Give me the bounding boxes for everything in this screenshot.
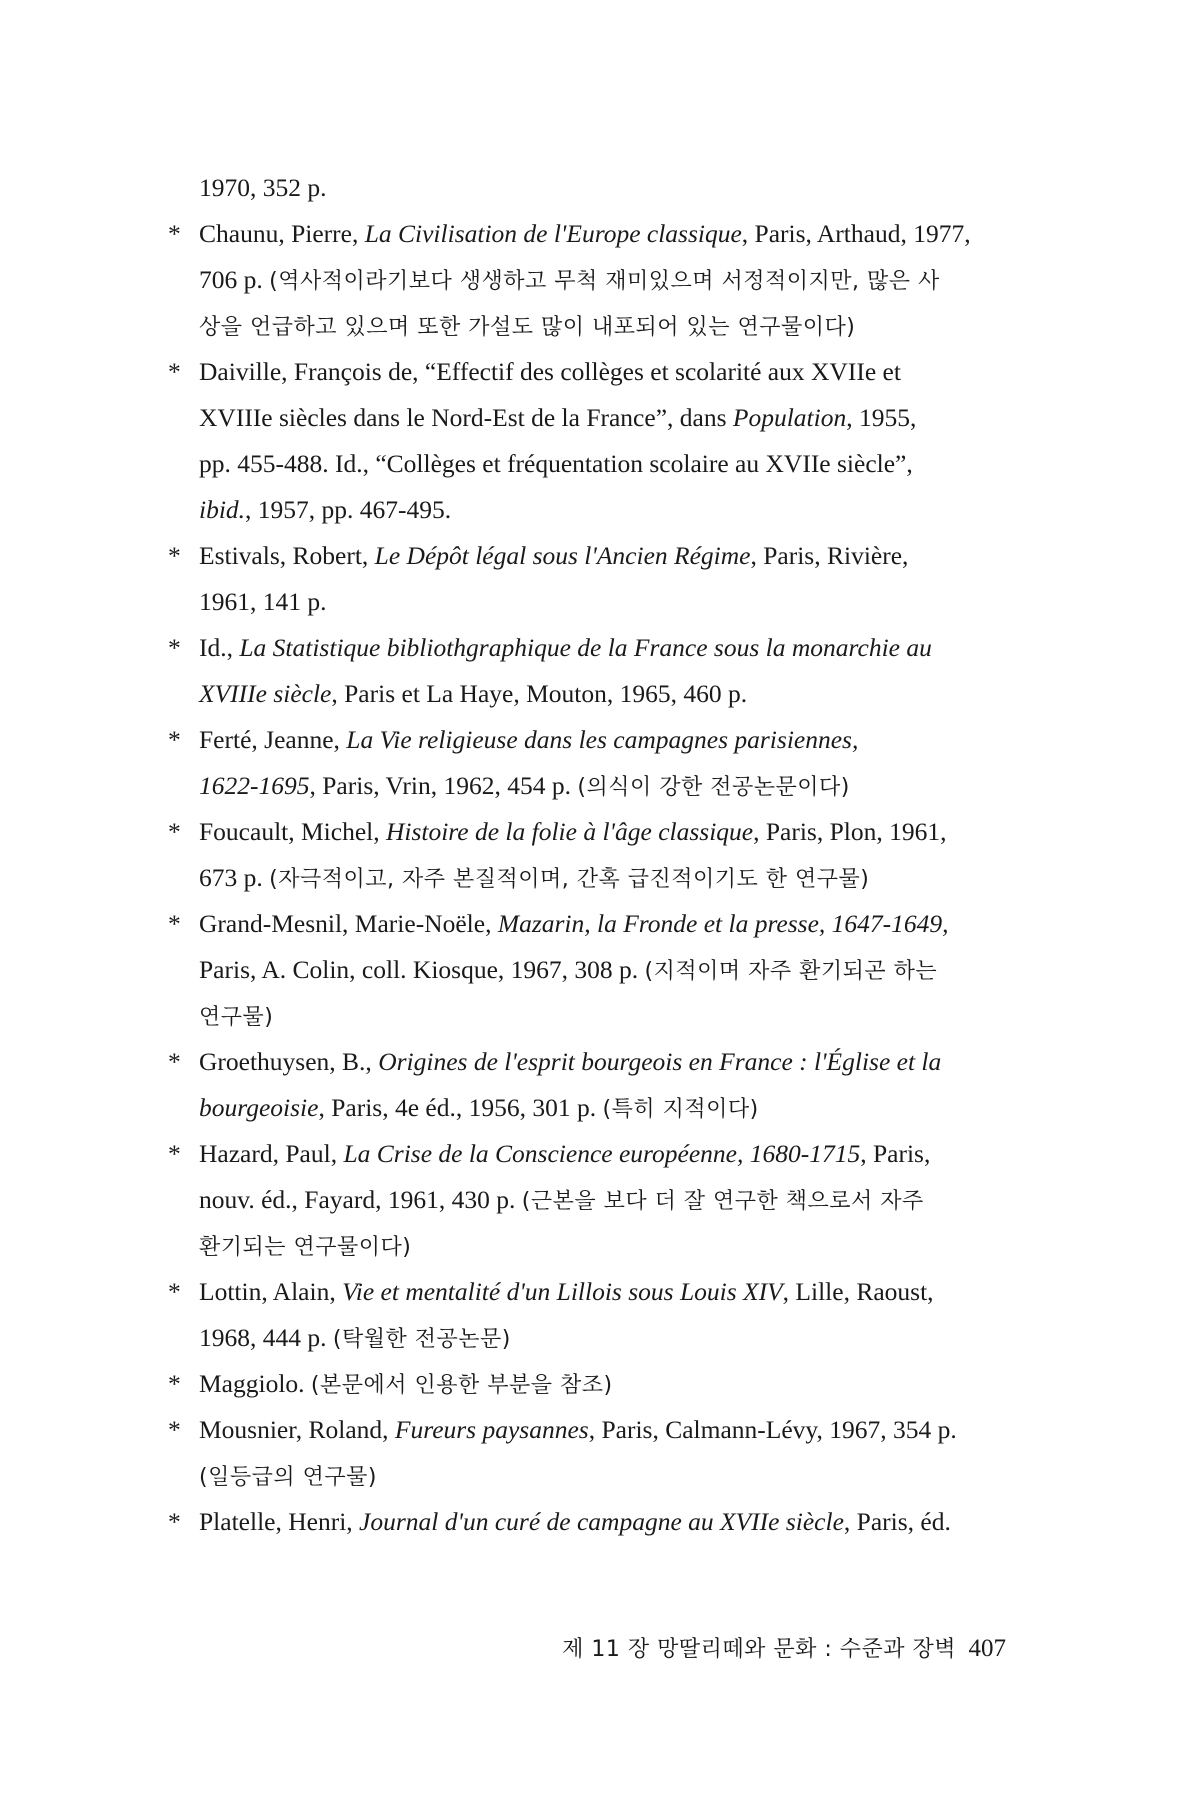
bibliography-entry <box>168 809 1006 855</box>
italic-title: La Civilisation de l'Europe classique <box>364 219 742 248</box>
citation-text: Platelle, Henri, <box>199 1507 360 1536</box>
bibliography-entry <box>168 717 1006 763</box>
citation-text: 673 p. <box>199 863 270 892</box>
chapter-title: 제 11 장 망딸리떼와 문화 : 수준과 장벽 <box>562 1637 956 1662</box>
bibliography-entry-continuation <box>168 993 1006 1039</box>
citation-text: Hazard, Paul, <box>199 1139 344 1168</box>
citation-text: , Paris, Plon, 1961, <box>753 817 947 846</box>
italic-title: XVIIIe siècle <box>199 679 332 708</box>
bibliography-entry <box>168 901 1006 947</box>
citation-text: Grand-Mesnil, Marie-Noële, <box>199 909 498 938</box>
bibliography-list <box>168 165 1006 1545</box>
citation-text: Maggiolo. <box>199 1369 311 1398</box>
italic-title: Mazarin, la Fronde et la presse, 1647-1649, <box>497 909 949 938</box>
citation-text: , Paris, Vrin, 1962, 454 p. <box>309 771 578 800</box>
citation-text: , Paris, Rivière, <box>750 541 909 570</box>
bibliography-entry-continuation <box>168 487 1006 533</box>
citation-text: , Paris et La Haye, Mouton, 1965, 460 p. <box>331 679 748 708</box>
italic-title: Histoire de la folie à l'âge classique <box>385 817 754 846</box>
bullet-asterisk: * <box>168 817 181 846</box>
bibliography-entry-continuation <box>168 395 1006 441</box>
korean-annotation: (자극적이고, 자주 본질적이며, 간혹 급진적이기도 한 연구물) <box>269 867 870 892</box>
citation-text: , Paris, éd. <box>843 1507 951 1536</box>
korean-annotation: (지적이며 자주 환기되곤 하는 <box>644 959 938 984</box>
bibliography-continuation-line <box>168 165 1006 211</box>
bibliography-entry <box>168 1131 1006 1177</box>
bullet-asterisk: * <box>168 357 181 386</box>
citation-text: , Lille, Raoust, <box>782 1277 934 1306</box>
citation-text: Estivals, Robert, <box>199 541 375 570</box>
italic-title: Fureurs paysannes <box>394 1415 589 1444</box>
citation-text: nouv. éd., Fayard, 1961, 430 p. <box>199 1185 522 1214</box>
page-footer <box>562 1632 1006 1663</box>
citation-text: Groethuysen, B., <box>199 1047 379 1076</box>
bibliography-entry-continuation <box>168 763 1006 809</box>
citation-text: 706 p. <box>199 265 270 294</box>
korean-annotation: (본문에서 인용한 부분을 참조) <box>310 1373 613 1398</box>
italic-title: Journal d'un curé de campagne au XVIIe siècle <box>359 1507 844 1536</box>
italic-title: bourgeoisie <box>199 1093 319 1122</box>
bullet-asterisk: * <box>168 1139 181 1168</box>
citation-text: Chaunu, Pierre, <box>199 219 365 248</box>
citation-text: , Paris, <box>860 1139 931 1168</box>
bullet-asterisk: * <box>168 1369 181 1398</box>
citation-text: Ferté, Jeanne, <box>199 725 347 754</box>
bibliography-entry <box>168 211 1006 257</box>
italic-title: 1622-1695 <box>199 771 310 800</box>
bibliography-entry-continuation <box>168 1453 1006 1499</box>
korean-annotation: (일등급의 연구물) <box>199 1465 377 1490</box>
korean-annotation: 환기되는 연구물이다) <box>199 1235 412 1260</box>
citation-text: Paris, A. Colin, coll. Kiosque, 1967, 308 p. <box>199 955 645 984</box>
bullet-asterisk: * <box>168 633 181 662</box>
bibliography-entry <box>168 625 1006 671</box>
citation-text: , Paris, 4e éd., 1956, 301 p. <box>318 1093 603 1122</box>
korean-annotation: (의식이 강한 전공논문이다) <box>577 775 850 800</box>
italic-title: La Crise de la Conscience européenne, 1680-1715 <box>343 1139 861 1168</box>
bibliography-entry <box>168 1499 1006 1545</box>
italic-title: Population <box>732 403 847 432</box>
bullet-asterisk: * <box>168 725 181 754</box>
citation-text: XVIIIe siècles dans le Nord-Est de la France”, dans <box>199 403 733 432</box>
bibliography-entry-continuation <box>168 441 1006 487</box>
italic-title: La Vie religieuse dans les campagnes parisiennes, <box>346 725 859 754</box>
citation-text: 1961, 141 p. <box>199 587 327 616</box>
korean-annotation: (역사적이라기보다 생생하고 무척 재미있으며 서정적이지만, 많은 사 <box>269 269 940 294</box>
bibliography-entry-continuation <box>168 257 1006 303</box>
bibliography-entry <box>168 1407 1006 1453</box>
citation-text: pp. 455-488. Id., “Collèges et fréquentation scolaire au XVIIe siècle”, <box>199 449 913 478</box>
citation-text: Foucault, Michel, <box>199 817 386 846</box>
bibliography-entry-continuation <box>168 1085 1006 1131</box>
bibliography-entry <box>168 533 1006 579</box>
italic-title: Le Dépôt légal sous l'Ancien Régime <box>374 541 751 570</box>
italic-title: Vie et mentalité d'un Lillois sous Louis XIV <box>342 1277 783 1306</box>
citation-text: , Paris, Arthaud, 1977, <box>741 219 971 248</box>
italic-title: ibid. <box>199 495 246 524</box>
korean-annotation: (근본을 보다 더 잘 연구한 책으로서 자주 <box>521 1189 924 1214</box>
citation-text: 1968, 444 p. <box>199 1323 333 1352</box>
bibliography-entry <box>168 349 1006 395</box>
bullet-asterisk: * <box>168 1507 181 1536</box>
bibliography-entry-continuation <box>168 579 1006 625</box>
korean-annotation: 상을 언급하고 있으며 또한 가설도 많이 내포되어 있는 연구물이다) <box>199 315 856 340</box>
citation-text: Lottin, Alain, <box>199 1277 343 1306</box>
bibliography-entry-continuation <box>168 1315 1006 1361</box>
bullet-asterisk: * <box>168 1277 181 1306</box>
korean-annotation: (탁월한 전공논문) <box>332 1327 511 1352</box>
citation-text: , 1955, <box>846 403 917 432</box>
bibliography-entry-continuation <box>168 671 1006 717</box>
bibliography-entry-continuation <box>168 855 1006 901</box>
citation-text: Id., <box>199 633 240 662</box>
korean-annotation: (특히 지적이다) <box>602 1097 759 1122</box>
korean-annotation: 연구물) <box>199 1005 274 1030</box>
citation-text: 1970, 352 p. <box>199 173 327 202</box>
citation-text: , Paris, Calmann-Lévy, 1967, 354 p. <box>588 1415 957 1444</box>
citation-text: Daiville, François de, “Effectif des collèges et scolarité aux XVIIe et <box>199 357 901 386</box>
citation-text: , 1957, pp. 467-495. <box>245 495 452 524</box>
page-number: 407 <box>968 1635 1006 1662</box>
bullet-asterisk: * <box>168 1047 181 1076</box>
italic-title: Origines de l'esprit bourgeois en France : l'Église et la <box>378 1047 942 1076</box>
bullet-asterisk: * <box>168 541 181 570</box>
bibliography-entry-continuation <box>168 947 1006 993</box>
bibliography-entry <box>168 1361 1006 1407</box>
bibliography-entry-continuation <box>168 303 1006 349</box>
bibliography-entry <box>168 1039 1006 1085</box>
italic-title: La Statistique bibliothgraphique de la France sous la monarchie au <box>239 633 932 662</box>
bibliography-entry-continuation <box>168 1223 1006 1269</box>
bibliography-entry <box>168 1269 1006 1315</box>
bullet-asterisk: * <box>168 219 181 248</box>
bullet-asterisk: * <box>168 909 181 938</box>
citation-text: Mousnier, Roland, <box>199 1415 395 1444</box>
bullet-asterisk: * <box>168 1415 181 1444</box>
bibliography-entry-continuation <box>168 1177 1006 1223</box>
